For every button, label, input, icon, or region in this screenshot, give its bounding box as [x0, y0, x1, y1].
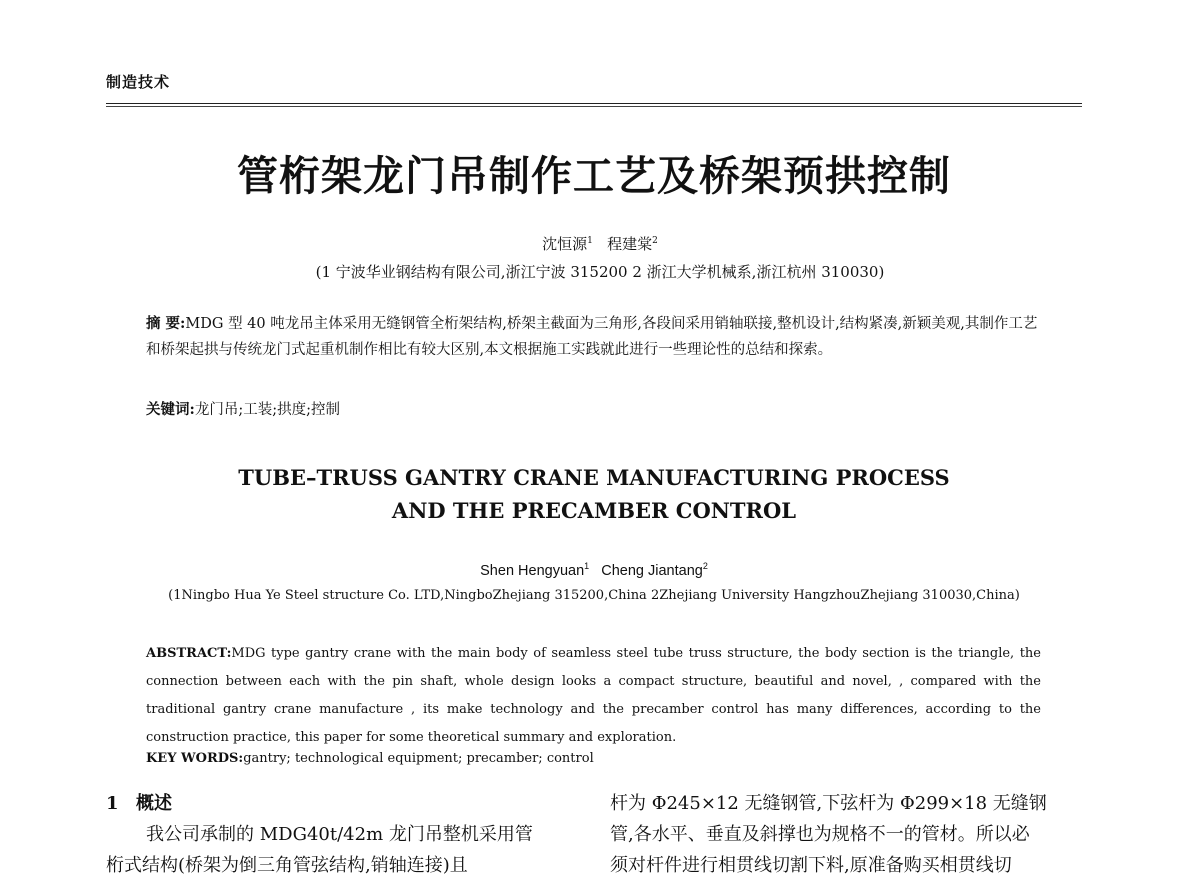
title-en-line-2: AND THE PRECAMBER CONTROL	[391, 498, 797, 523]
keywords-en-text: gantry; technological equipment; precamber; control	[243, 751, 594, 766]
abstract-en-text: MDG type gantry crane with the main body of seamless steel tube truss structure, the body section is the triangle, the connection between each with the pin shaft, whole design looks a compact structure, beautiful and novel, , compared with the traditional gantry crane manufacture , its make technology and the precamber control has many differences, according to the construction practice, this paper for some theoretical summary and exploration.	[146, 646, 1041, 745]
body-column-left	[106, 819, 576, 881]
body-left-line-2: 桁式结构(桥架为倒三角管弦结构,销轴连接)且	[106, 855, 468, 876]
body-right-line-2: 管,各水平、垂直及斜撑也为规格不一的管材。所以必	[610, 824, 1030, 845]
header-rule-thin	[106, 106, 1082, 107]
body-column-right	[610, 788, 1080, 881]
author-1-cn-sup: 1	[587, 236, 593, 246]
running-head: 制造技术	[106, 73, 171, 91]
section-title: 概述	[136, 793, 172, 814]
author-1-cn: 沈恒源	[542, 235, 588, 253]
abstract-cn-text: MDG 型 40 吨龙吊主体采用无缝钢管全桁架结构,桥架主截面为三角形,各段间采用销轴联接,整机设计,结构紧凑,新颖美观,其制作工艺和桥架起拱与传统龙门式起重机制作相比有较大区别,本文根据施工实践就此进行一些理论性的总结和探索。	[146, 316, 1038, 358]
abstract-english	[146, 640, 1041, 752]
authors-chinese	[0, 233, 1200, 254]
affiliation-chinese: (1 宁波华业钢结构有限公司,浙江宁波 315200 2 浙江大学机械系,浙江杭州 310030)	[315, 263, 885, 281]
section-heading-1	[106, 789, 172, 815]
keywords-cn-label: 关键词:	[146, 401, 195, 418]
authors-english	[0, 561, 1188, 579]
keywords-chinese	[146, 397, 1046, 423]
abstract-chinese	[146, 311, 1046, 363]
author-2-cn-sup: 2	[652, 236, 658, 246]
author-2-cn: 程建棠	[607, 235, 653, 253]
section-number: 1	[106, 793, 119, 814]
title-english	[0, 461, 1188, 527]
keywords-en-label: KEY WORDS:	[146, 751, 244, 766]
affiliation-english: (1Ningbo Hua Ye Steel structure Co. LTD,NingboZhejiang 315200,China 2Zhejiang University HangzhouZhejiang 310030,China)	[168, 588, 1020, 603]
author-2-en: Cheng Jiantang	[601, 562, 703, 579]
abstract-en-label: ABSTRACT:	[146, 646, 232, 661]
author-1-en-sup: 1	[584, 561, 590, 571]
author-2-en-sup: 2	[702, 561, 708, 571]
abstract-cn-label: 摘 要:	[146, 315, 186, 332]
author-1-en: Shen Hengyuan	[480, 562, 585, 579]
body-right-line-3: 须对杆件进行相贯线切割下料,原准备购买相贯线切	[610, 855, 1012, 876]
keywords-english	[146, 751, 594, 766]
body-right-line-1: 杆为 Φ245×12 无缝钢管,下弦杆为 Φ299×18 无缝钢	[610, 793, 1047, 814]
title-chinese: 管桁架龙门吊制作工艺及桥架预拱控制	[237, 152, 951, 200]
keywords-cn-text: 龙门吊;工装;拱度;控制	[194, 402, 341, 418]
body-left-line-1: 我公司承制的 MDG40t/42m 龙门吊整机采用管	[146, 824, 533, 845]
header-rule	[106, 103, 1082, 104]
title-en-line-1: TUBE–TRUSS GANTRY CRANE MANUFACTURING PROCESS	[238, 465, 950, 490]
